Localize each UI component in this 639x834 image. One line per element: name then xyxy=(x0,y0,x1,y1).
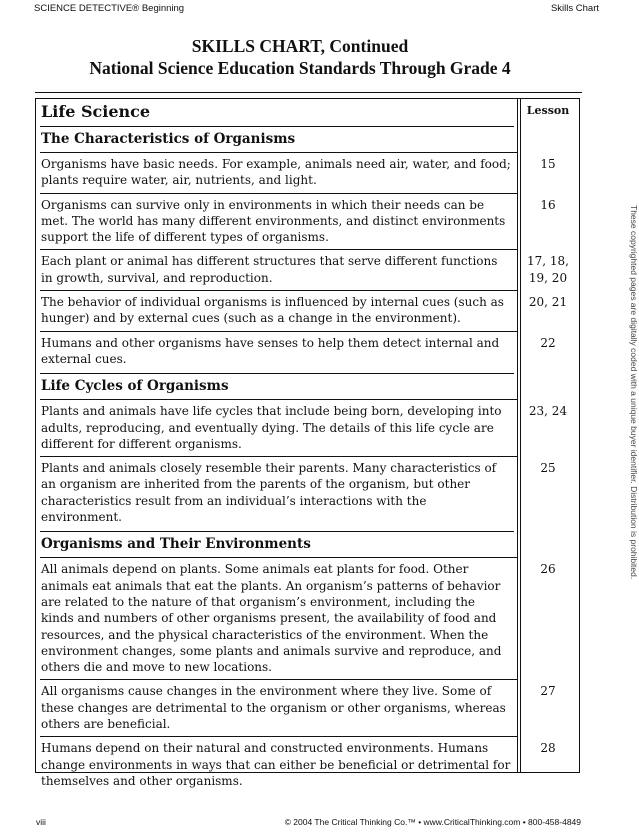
lesson-number: 20, 21 xyxy=(528,295,568,310)
table-row xyxy=(40,736,556,793)
page-title xyxy=(0,35,600,79)
group-heading: The Characteristics of Organisms xyxy=(40,126,514,152)
table-row xyxy=(40,679,556,736)
table-row xyxy=(40,456,556,529)
side-note-text: These copyrighted pages are digitally coded with a unique buyer identifier. Distribution is prohibited. xyxy=(629,205,639,580)
lesson-number: 27 xyxy=(540,684,556,699)
lesson-number: 15 xyxy=(540,157,556,171)
section-title-text: Life Science xyxy=(41,102,151,121)
standard-text: Plants and animals closely resemble their parents. Many characteristics of an organism are inherited from the parents of the organism, but other characteristics result from an individual’s interactions with the environment. xyxy=(41,461,497,525)
title-rule xyxy=(35,92,582,93)
lesson-number: 16 xyxy=(540,197,556,212)
standard-text: Each plant or animal has different structures that serve different functions in growth, survival, and reproduction. xyxy=(41,254,498,285)
lesson-number: 17, 18, 19, 20 xyxy=(527,254,569,285)
title-line-2: National Science Education Standards Through Grade 4 xyxy=(89,58,511,78)
page-number: viii xyxy=(36,817,46,827)
lesson-number: 26 xyxy=(540,562,556,577)
table-row xyxy=(40,331,556,372)
lesson-number: 22 xyxy=(540,335,556,350)
table-row xyxy=(40,290,568,331)
lesson-number: 23, 24 xyxy=(528,404,568,419)
table-row xyxy=(40,399,568,456)
lesson-number: 25 xyxy=(540,461,556,476)
title-line-1: SKILLS CHART, Continued xyxy=(191,36,409,56)
table-row xyxy=(40,557,556,679)
lesson-column-header: Lesson xyxy=(526,104,570,117)
standard-text: All animals depend on plants. Some animals eat plants for food. Other animals eat animals that eat the plants. An organism’s patterns of behavior are related to the nature of that organism’s environment, including the kinds and numbers of other organisms present, the availability of food and resources, and the physical characteristics of the environment. When the environment changes, some plants and animals survive and reproduce, and others die and move to new locations. xyxy=(41,562,502,675)
skills-table xyxy=(40,100,577,793)
table-row xyxy=(40,152,556,193)
standard-text: All organisms cause changes in the environment where they live. Some of these changes are detrimental to the organism or other organisms, whereas others are beneficial. xyxy=(41,684,506,732)
standard-text: The behavior of individual organisms is influenced by internal cues (such as hunger) and by external cues (such as a change in the environment). xyxy=(41,295,504,326)
header-section-name: Skills Chart xyxy=(550,3,599,14)
page-header xyxy=(34,3,599,17)
standard-text: Organisms have basic needs. For example, animals need air, water, and food; plants require water, air, nutrients, and light. xyxy=(41,157,511,188)
standard-text: Humans and other organisms have senses to help them detect internal and external cues. xyxy=(41,335,500,366)
standard-text: Organisms can survive only in environments in which their needs can be met. The world has many different environments, and distinct environments support the life of different types of organisms. xyxy=(41,197,506,245)
group-heading: Life Cycles of Organisms xyxy=(40,373,514,399)
footer-copyright: © 2004 The Critical Thinking Co.™ • www.CriticalThinking.com • 800-458-4849 xyxy=(284,817,581,827)
group-heading: Organisms and Their Environments xyxy=(40,531,514,557)
copyright-side-note xyxy=(629,205,639,605)
lesson-number: 28 xyxy=(540,741,556,756)
table-row xyxy=(40,193,556,250)
table-row xyxy=(40,249,569,290)
standard-text: Plants and animals have life cycles that include being born, developing into adults, reproducing, and eventually dying. The details of this life cycle are different for different organisms. xyxy=(41,404,502,451)
section-title xyxy=(40,100,577,124)
header-book-title: SCIENCE DETECTIVE® Beginning xyxy=(34,3,185,14)
page-footer xyxy=(36,817,581,831)
standard-text: Humans depend on their natural and constructed environments. Humans change environments in ways that can either be beneficial or detrimental for themselves and other organisms. xyxy=(41,741,511,788)
